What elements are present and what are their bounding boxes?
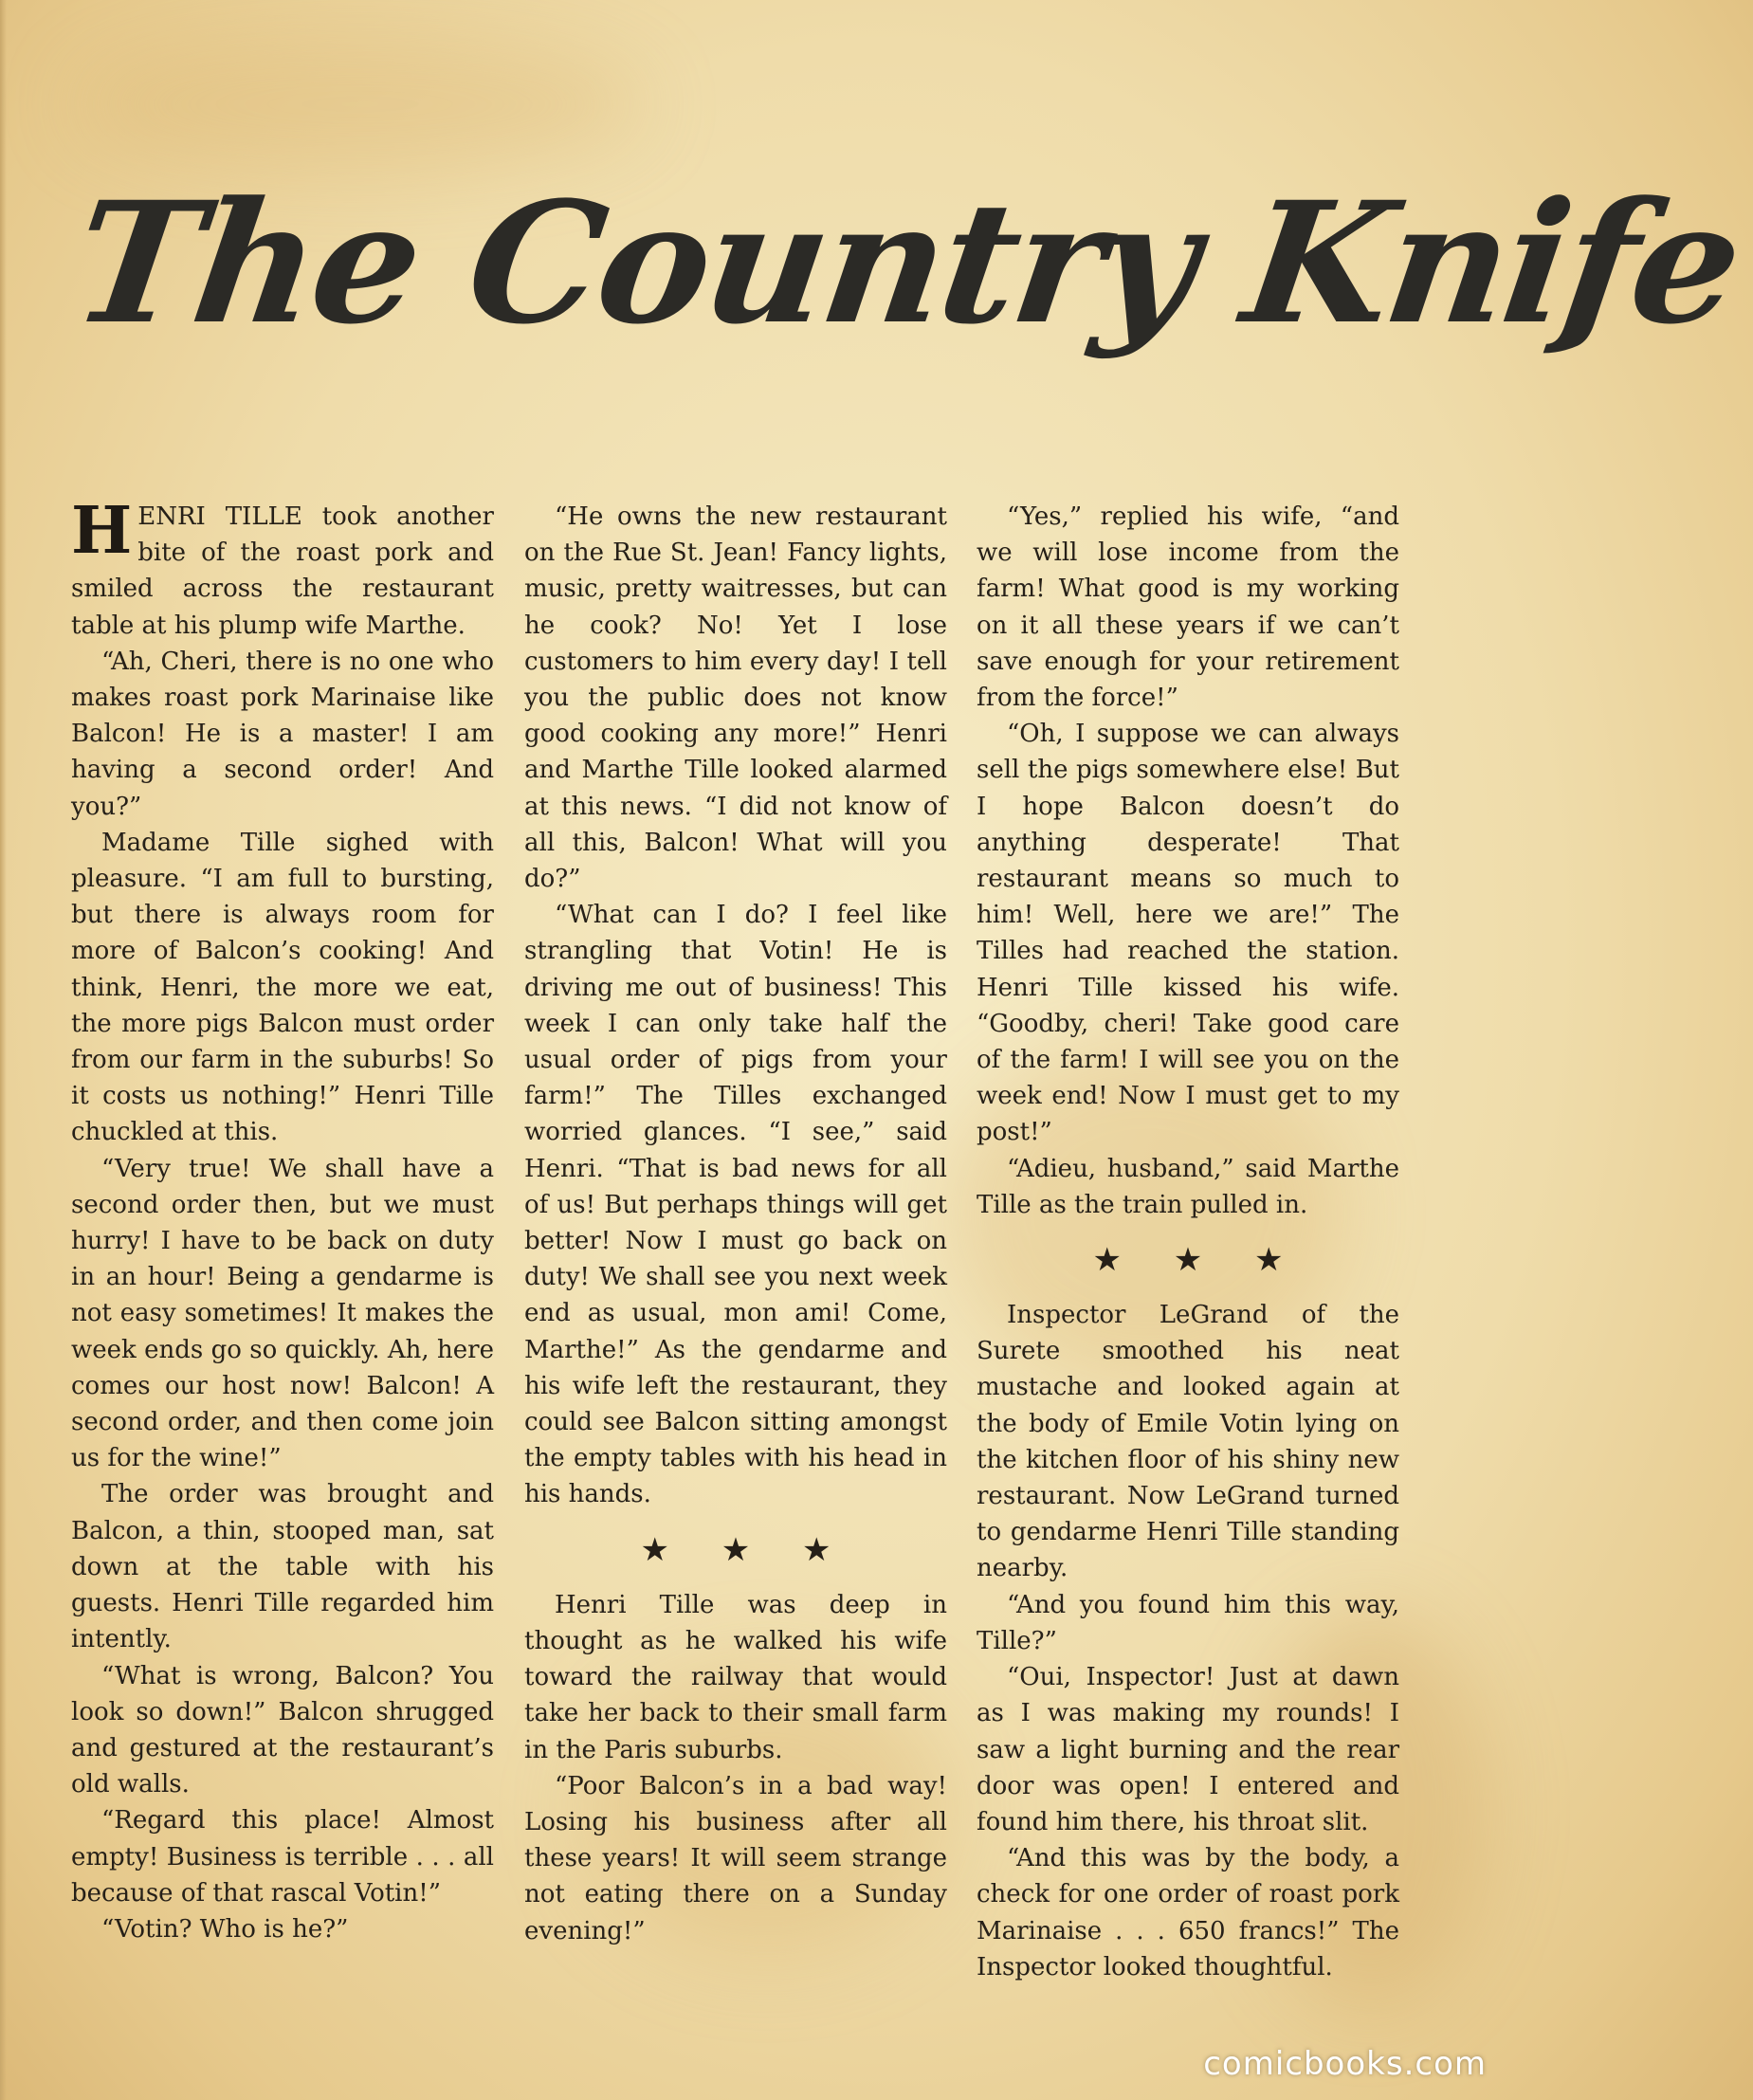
paragraph: “What can I do? I feel like strangling that Votin! He is driving me out of business! This week I can only take half the usual order of pigs from your farm!” The Tilles exchanged worried glances. “I see,” said Henri. “That is bad news for all of us! But perhaps things will get better! Now I must go back on duty! We shall see you next week end as usual, mon ami! Come, Marthe!” As the gendarme and his wife left the restaurant, they could see Balcon sitting amongst the empty tables with his head in his hands. [524,901,947,1509]
story-title: The Country Knife [62,165,1750,361]
paragraph: “Very true! We shall have a second order then, but we must hurry! I have to be back on duty in an hour! Being a gendarme is not easy sometimes! It makes the week ends go so quickly. Ah, here comes our host now! Balcon! A second order, and then come join us for the wine!” [71,1154,494,1473]
story-column-3 [977,499,1399,1985]
paper-edge [0,0,7,2100]
paragraph: “Yes,” replied his wife, “and we will lose income from the farm! What good is my working on it all these years if we can’t save enough for your retirement from the force!” [977,502,1399,713]
section-break-stars: ★ ★ ★ [640,1530,852,1569]
paragraph: “Votin? Who is he?” [101,1914,349,1944]
story-column-2 [524,499,947,1949]
section-break-stars: ★ ★ ★ [1092,1241,1305,1280]
paragraph: “Regard this place! Almost empty! Business is terrible . . . all because of that rascal Votin!” [71,1806,494,1908]
paragraph: The order was brought and Balcon, a thin, stooped man, sat down at the table with his guests. Henri Tille regarded him intently. [71,1480,494,1654]
site-watermark: comicbooks.com [1203,2045,1487,2083]
paragraph: “Poor Balcon’s in a bad way! Losing his business after all these years! It will seem strange not eating there on a Sunday evening!” [524,1771,947,1945]
paragraph: “He owns the new restaurant on the Rue St. Jean! Fancy lights, music, pretty waitresses, but can he cook? No! Yet I lose customers to him every day! I tell you the public does not know good cooking any more!” Henri and Marthe Tille looked alarmed at this news. “I did not know of all this, Balcon! What will you do?” [524,502,947,894]
paragraph: Henri Tille was deep in thought as he walked his wife toward the railway that would take her back to their small farm in the Paris suburbs. [524,1590,947,1764]
paragraph: “Oui, Inspector! Just at dawn as I was making my rounds! I saw a light burning and the rear door was open! I entered and found him there, his throat slit. [977,1663,1399,1836]
paragraph: “And this was by the body, a check for one order of roast pork Marinaise . . . 650 francs!” The Inspector looked thoughtful. [977,1844,1399,1981]
paragraph: HENRI TILLE took another bite of the roast pork and smiled across the restaurant table at his plump wife Marthe. [71,493,494,640]
paragraph: “Ah, Cheri, there is no one who makes roast pork Marinaise like Balcon! He is a master! I am having a second order! And you?” [71,647,494,821]
story-column-1 [71,493,494,1947]
paragraph: Inspector LeGrand of the Surete smoothed his neat mustache and looked again at the body of Emile Votin lying on the kitchen floor of his shiny new restaurant. Now LeGrand turned to gendarme Henri Tille standing nearby. [977,1301,1399,1583]
paragraph: “And you found him this way, Tille?” [977,1590,1399,1655]
paragraph: “Adieu, husband,” said Marthe Tille as the train pulled in. [977,1154,1399,1219]
drop-cap: H [71,493,133,569]
paragraph: “Oh, I suppose we can always sell the pigs somewhere else! But I hope Balcon doesn’t do anything desperate! That restaurant means so much to him! Well, here we are!” The Tilles had reached the station. Henri Tille kissed his wife. “Goodby, cheri! Take good care of the farm! I will see you on the week end! Now I must get to my post!” [977,720,1399,1147]
paragraph: “What is wrong, Balcon? You look so down!” Balcon shrugged and gestured at the restaurant’s old walls. [71,1661,494,1799]
paragraph: Madame Tille sighed with pleasure. “I am full to bursting, but there is always room for more of Balcon’s cooking! And think, Henri, the more we eat, the more pigs Balcon must order from our farm in the suburbs! So it costs us nothing!” Henri Tille chuckled at this. [71,828,494,1147]
